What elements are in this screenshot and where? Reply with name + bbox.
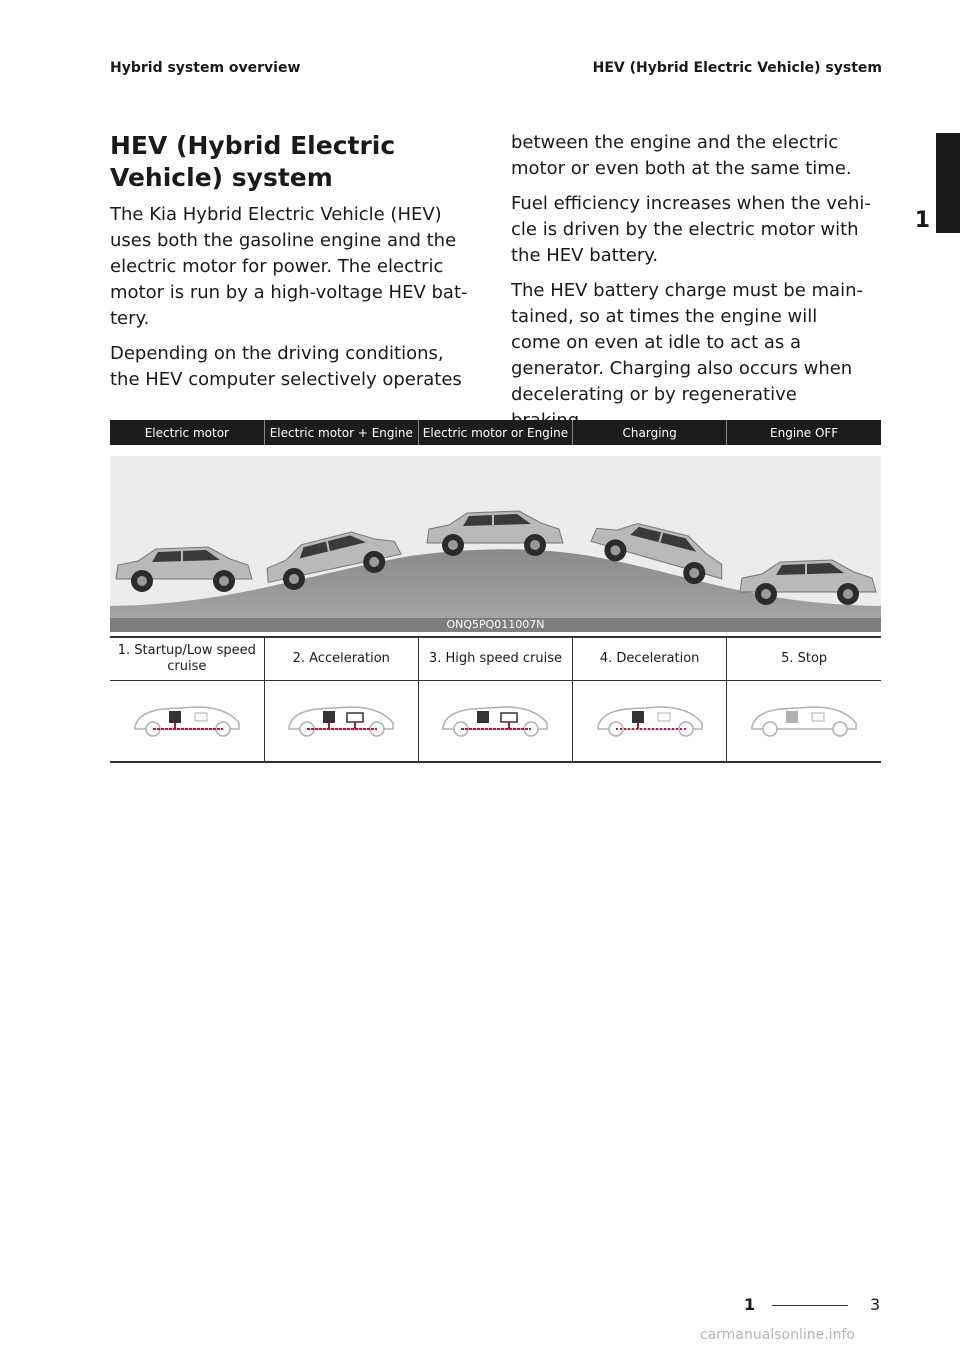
chapter-tab-number: 1 bbox=[914, 208, 930, 233]
stage-stop-label: 5. Stop bbox=[727, 637, 881, 681]
stage-stop-icon bbox=[727, 681, 881, 763]
mode-electric-motor-plus-engine: Electric motor + Engine bbox=[264, 420, 418, 445]
paragraph-fuel-efficiency: Fuel efficiency increases when the vehi-cle is driven by the electric motor with the HEV battery. bbox=[511, 193, 871, 266]
stage-deceleration-icon bbox=[573, 681, 727, 763]
stage-deceleration-label: 4. Deceleration bbox=[573, 637, 727, 681]
stage-acceleration-icon bbox=[264, 681, 418, 763]
figure-code: ONQ5PQ011007N bbox=[110, 618, 881, 632]
car-stop bbox=[740, 560, 876, 605]
chapter-tab-marker bbox=[936, 133, 960, 233]
drive-mode-table bbox=[110, 420, 881, 445]
powertrain-engine-off-icon bbox=[744, 699, 864, 739]
powertrain-motor-or-engine-icon bbox=[435, 699, 555, 739]
paragraph-charging: The HEV battery charge must be main-tained, so at times the engine will come on even at idle to act as a generator. Charging also occurs when decelerating or by regenerative bbox=[511, 280, 863, 405]
paragraph-driving-conditions-end: between the engine and the electric motor or even both at the same time. bbox=[511, 132, 852, 179]
source-watermark: carmanualsonline.info bbox=[700, 1327, 855, 1343]
car-startup bbox=[116, 547, 252, 592]
page-number: 3 bbox=[870, 1295, 881, 1314]
stage-high-speed-icon bbox=[418, 681, 572, 763]
running-header-right: HEV (Hybrid Electric Vehicle) system bbox=[592, 60, 882, 76]
left-column bbox=[110, 130, 470, 402]
stage-startup-icon bbox=[110, 681, 264, 763]
car-high-speed-cruise bbox=[427, 511, 563, 556]
paragraph-intro: The Kia Hybrid Electric Vehicle (HEV) uses both the gasoline engine and the electric motor for power. The electric motor is run by a high-voltage HEV bat-tery. bbox=[110, 204, 468, 329]
driving-stage-table bbox=[110, 636, 881, 763]
mode-electric-motor: Electric motor bbox=[110, 420, 264, 445]
paragraph-driving-conditions-start: Depending on the driving conditions, the HEV computer selectively operates bbox=[110, 343, 462, 390]
page-number-divider bbox=[772, 1305, 848, 1306]
hill-scene bbox=[110, 456, 881, 632]
mode-charging: Charging bbox=[573, 420, 727, 445]
running-header-left: Hybrid system overview bbox=[110, 60, 301, 76]
powertrain-motor-only-icon bbox=[127, 699, 247, 739]
mode-engine-off: Engine OFF bbox=[727, 420, 881, 445]
mode-electric-motor-or-engine: Electric motor or Engine bbox=[418, 420, 572, 445]
stage-acceleration-label: 2. Acceleration bbox=[264, 637, 418, 681]
page-chapter-number: 1 bbox=[744, 1295, 756, 1314]
right-column bbox=[511, 130, 871, 443]
powertrain-motor-plus-engine-icon bbox=[281, 699, 401, 739]
section-title: HEV (Hybrid Electric Vehicle) system bbox=[110, 131, 396, 192]
stage-startup-label: 1. Startup/Low speed cruise bbox=[110, 637, 264, 681]
stage-high-speed-label: 3. High speed cruise bbox=[418, 637, 572, 681]
powertrain-charging-icon bbox=[590, 699, 710, 739]
hill-driving-illustration bbox=[110, 456, 881, 632]
